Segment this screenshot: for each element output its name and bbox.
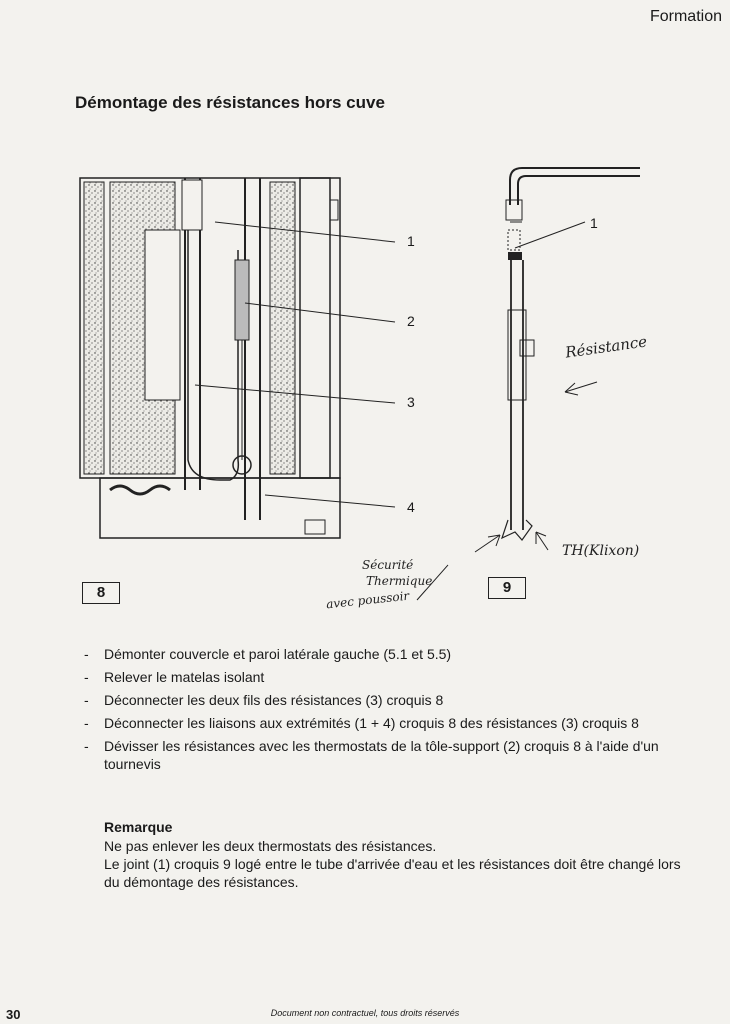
note-resistance: Résistance (564, 332, 649, 362)
note-th-klixon: TH(Klixon) (562, 543, 640, 559)
steps-list (84, 645, 684, 778)
remark-block (104, 818, 684, 891)
step-item: - Dévisser les résistances avec les thermostats de la tôle-support (2) croquis 8 à l'aide d'un tournevis (84, 737, 684, 773)
remark-heading: Remarque (104, 819, 173, 835)
remark-line: Ne pas enlever les deux thermostats des résistances. (104, 838, 437, 854)
callout-4: 4 (407, 499, 415, 515)
section-tag: Formation (649, 8, 722, 25)
page-title: Démontage des résistances hors cuve (75, 93, 385, 112)
figures-area (70, 160, 690, 620)
step-item: - Relever le matelas isolant (84, 668, 684, 686)
step-item: - Déconnecter les deux fils des résistances (3) croquis 8 (84, 691, 684, 709)
footer-note: Document non contractuel, tous droits réservés (270, 1008, 460, 1018)
note-securite-2: Thermique (366, 574, 433, 588)
remark-line: Le joint (1) croquis 9 logé entre le tube d'arrivée d'eau et les résistances doit être changé lors du démontage des résistances. (104, 856, 681, 890)
step-item: - Démonter couvercle et paroi latérale gauche (5.1 et 5.5) (84, 645, 684, 663)
callout-2: 2 (407, 313, 415, 329)
fig9-callout-1: 1 (590, 215, 598, 231)
step-item: - Déconnecter les liaisons aux extrémités (1 + 4) croquis 8 des résistances (3) croquis 8 (84, 714, 684, 732)
callout-3: 3 (407, 394, 415, 410)
sketch-8-label: 8 (82, 582, 120, 604)
sketch-9-label: 9 (488, 577, 526, 599)
callout-1: 1 (407, 233, 415, 249)
note-securite-3: avec poussoir (325, 588, 410, 612)
note-securite-1: Sécurité (362, 558, 414, 572)
page-number: 30 (6, 1007, 21, 1022)
